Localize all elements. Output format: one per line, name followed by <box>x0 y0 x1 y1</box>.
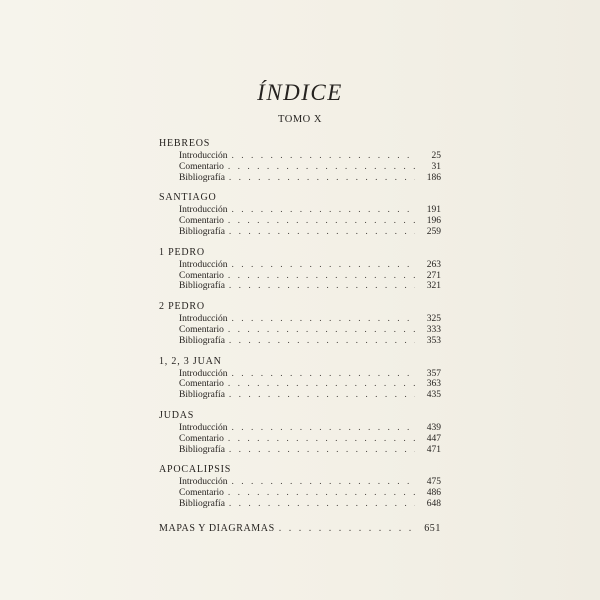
entry-page-number: 31 <box>431 161 441 172</box>
entry-label: Introducción <box>179 259 228 270</box>
toc-section-juan <box>159 355 441 401</box>
entry-label: Comentario <box>179 270 224 281</box>
entry-label: Comentario <box>179 324 224 335</box>
table-of-contents <box>159 137 441 535</box>
entry-label: Introducción <box>179 368 228 379</box>
dot-leader <box>232 369 415 380</box>
entry-label: Bibliografía <box>179 172 225 183</box>
entry-page-number: 648 <box>426 498 441 509</box>
entry-label: Introducción <box>179 205 228 216</box>
dot-leader <box>228 162 415 173</box>
section-title: 1 PEDRO <box>159 246 205 258</box>
entry-label: Bibliografía <box>179 390 225 401</box>
dot-leader <box>229 445 415 456</box>
entry-page-number: 191 <box>426 205 441 216</box>
dot-leader <box>279 522 415 535</box>
entry-page-number: 196 <box>426 216 441 227</box>
entry-label: Comentario <box>179 433 224 444</box>
entry-label: Comentario <box>179 488 224 499</box>
entry-label: Bibliografía <box>179 281 225 292</box>
toc-entry <box>159 271 441 282</box>
toc-entry <box>159 434 441 445</box>
toc-section-hebreos <box>159 137 441 183</box>
toc-entry <box>159 369 441 380</box>
entry-page-number: 363 <box>426 379 441 390</box>
toc-entry <box>159 260 441 271</box>
final-entry-label: MAPAS Y DIAGRAMAS <box>159 522 275 534</box>
entry-label: Comentario <box>179 379 224 390</box>
dot-leader <box>232 205 415 216</box>
entry-page-number: 325 <box>426 314 441 325</box>
entry-page-number: 333 <box>426 324 441 335</box>
dot-leader <box>229 499 415 510</box>
section-title: 1, 2, 3 JUAN <box>159 355 222 367</box>
toc-section-2-pedro <box>159 300 441 346</box>
entry-label: Introducción <box>179 314 228 325</box>
toc-entry <box>159 477 441 488</box>
entry-page-number: 321 <box>426 281 441 292</box>
entry-page-number: 263 <box>426 259 441 270</box>
section-title: APOCALIPSIS <box>159 464 232 476</box>
section-title: HEBREOS <box>159 138 211 149</box>
toc-section-apocalipsis <box>159 463 441 509</box>
toc-entry <box>159 281 441 292</box>
toc-section-1-pedro <box>159 246 441 292</box>
entry-label: Comentario <box>179 161 224 172</box>
entry-page-number: 25 <box>431 151 441 161</box>
dot-leader <box>229 390 415 401</box>
entry-label: Comentario <box>179 216 224 227</box>
toc-entry <box>159 379 441 390</box>
final-entry-page-number: 651 <box>424 522 441 534</box>
toc-entry <box>159 488 441 499</box>
dot-leader <box>232 423 415 434</box>
toc-entry <box>159 162 441 173</box>
section-title: JUDAS <box>159 409 195 421</box>
toc-section-santiago <box>159 191 441 237</box>
toc-entry <box>159 325 441 336</box>
toc-entry <box>159 216 441 227</box>
dot-leader <box>229 281 415 292</box>
dot-leader <box>232 477 415 488</box>
entry-page-number: 259 <box>426 226 441 237</box>
entry-label: Bibliografía <box>179 444 225 455</box>
volume-subtitle: TOMO X <box>278 114 322 125</box>
toc-section-judas <box>159 409 441 455</box>
section-title: 2 PEDRO <box>159 301 205 313</box>
dot-leader <box>228 488 415 499</box>
entry-label: Introducción <box>179 477 228 488</box>
entry-page-number: 439 <box>426 422 441 433</box>
dot-leader <box>229 173 415 184</box>
toc-entry <box>159 314 441 325</box>
dot-leader <box>229 227 415 238</box>
entry-label: Introducción <box>179 151 228 161</box>
entry-page-number: 186 <box>426 172 441 183</box>
entry-label: Introducción <box>179 422 228 433</box>
toc-entry <box>159 423 441 434</box>
dot-leader <box>228 325 415 336</box>
entry-page-number: 475 <box>426 477 441 488</box>
entry-label: Bibliografía <box>179 335 225 346</box>
dot-leader <box>229 336 415 347</box>
entry-page-number: 353 <box>426 335 441 346</box>
toc-entry <box>159 227 441 238</box>
entry-page-number: 357 <box>426 368 441 379</box>
dot-leader <box>232 260 415 271</box>
toc-entry <box>159 499 441 510</box>
toc-final-entry <box>159 522 441 535</box>
page-title: ÍNDICE <box>257 80 343 105</box>
entry-page-number: 271 <box>426 270 441 281</box>
entry-page-number: 447 <box>426 433 441 444</box>
dot-leader <box>228 271 415 282</box>
entry-label: Bibliografía <box>179 226 225 237</box>
dot-leader <box>228 379 415 390</box>
toc-entry <box>159 151 441 162</box>
entry-label: Bibliografía <box>179 498 225 509</box>
toc-entry <box>159 390 441 401</box>
dot-leader <box>232 151 415 162</box>
entry-page-number: 486 <box>426 488 441 499</box>
dot-leader <box>232 314 415 325</box>
dot-leader <box>228 216 415 227</box>
toc-entry <box>159 173 441 184</box>
section-title: SANTIAGO <box>159 192 217 204</box>
entry-page-number: 435 <box>426 390 441 401</box>
toc-entry <box>159 336 441 347</box>
toc-entry <box>159 205 441 216</box>
entry-page-number: 471 <box>426 444 441 455</box>
dot-leader <box>228 434 415 445</box>
toc-entry <box>159 445 441 456</box>
